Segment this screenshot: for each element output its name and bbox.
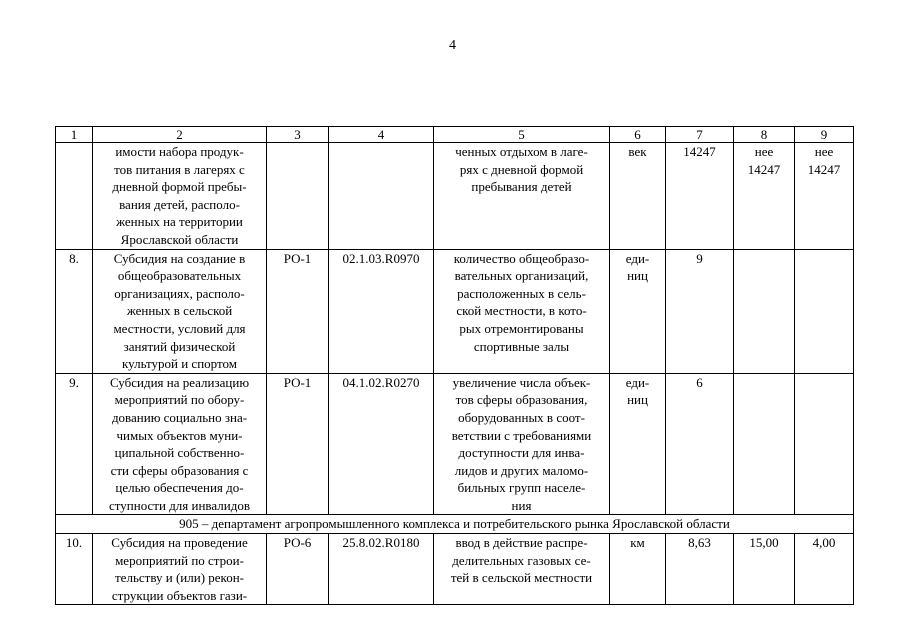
value-col7: 6 [666, 373, 734, 515]
unit: км [610, 534, 666, 605]
column-number-row [56, 127, 854, 143]
unit: еди- ниц [610, 249, 666, 373]
value-col7: 14247 [666, 143, 734, 250]
unit: век [610, 143, 666, 250]
value-col7: 9 [666, 249, 734, 373]
row-number: 9. [56, 373, 93, 515]
subsidy-table [55, 126, 854, 605]
column-header: 1 [56, 127, 93, 143]
code: РО-1 [267, 249, 329, 373]
department-row [56, 515, 854, 534]
indicator: ввод в действие распре- делительных газовых се- тей в сельской местности [434, 534, 610, 605]
subsidy-name: Субсидия на создание в общеобразовательных организациях, располо- женных в сельской местности, условий для занятий физической культурой и спортом [93, 249, 267, 373]
value-col8: 15,00 [734, 534, 795, 605]
column-header: 6 [610, 127, 666, 143]
value-col8 [734, 249, 795, 373]
page-number: 4 [449, 38, 456, 53]
code: РО-6 [267, 534, 329, 605]
table-row [56, 373, 854, 515]
value-col7: 8,63 [666, 534, 734, 605]
column-header: 9 [795, 127, 854, 143]
unit: еди- ниц [610, 373, 666, 515]
value-col8 [734, 373, 795, 515]
subsidy-name: имости набора продук- тов питания в лагерях с дневной формой пребы- вания детей, располо- женных на территории Ярославской области [93, 143, 267, 250]
value-col9: нее 14247 [795, 143, 854, 250]
subsidy-name: Субсидия на реализацию мероприятий по обору- дованию социально зна- чимых объектов муни- ципальной собственно- сти сферы образования с целью обеспечения до- ступности для инвалидов [93, 373, 267, 515]
indicator: увеличение числа объек- тов сферы образования, оборудованных в соот- ветствии с требованиями доступности для инва- лидов и других маломо- бильных групп населе- ния [434, 373, 610, 515]
value-col9 [795, 249, 854, 373]
table-row [56, 534, 854, 605]
row-number: 8. [56, 249, 93, 373]
table-row [56, 143, 854, 250]
subsidy-name: Субсидия на проведение мероприятий по строи- тельству и (или) рекон- струкции объектов гази- [93, 534, 267, 605]
value-col9: 4,00 [795, 534, 854, 605]
column-header: 7 [666, 127, 734, 143]
department-label: 905 – департамент агропромышленного комплекса и потребительского рынка Ярославской области [56, 515, 854, 534]
value-col8: нее 14247 [734, 143, 795, 250]
column-header: 4 [329, 127, 434, 143]
row-number: 10. [56, 534, 93, 605]
column-header: 8 [734, 127, 795, 143]
code [267, 143, 329, 250]
row-number [56, 143, 93, 250]
budget-code: 04.1.02.R0270 [329, 373, 434, 515]
value-col9 [795, 373, 854, 515]
indicator: количество общеобразо- вательных организаций, расположенных в сель- ской местности, в кото- рых отремонтированы спортивные залы [434, 249, 610, 373]
budget-code: 02.1.03.R0970 [329, 249, 434, 373]
budget-code: 25.8.02.R0180 [329, 534, 434, 605]
column-header: 3 [267, 127, 329, 143]
code: РО-1 [267, 373, 329, 515]
budget-code [329, 143, 434, 250]
indicator: ченных отдыхом в лаге- рях с дневной формой пребывания детей [434, 143, 610, 250]
column-header: 2 [93, 127, 267, 143]
column-header: 5 [434, 127, 610, 143]
table-row [56, 249, 854, 373]
